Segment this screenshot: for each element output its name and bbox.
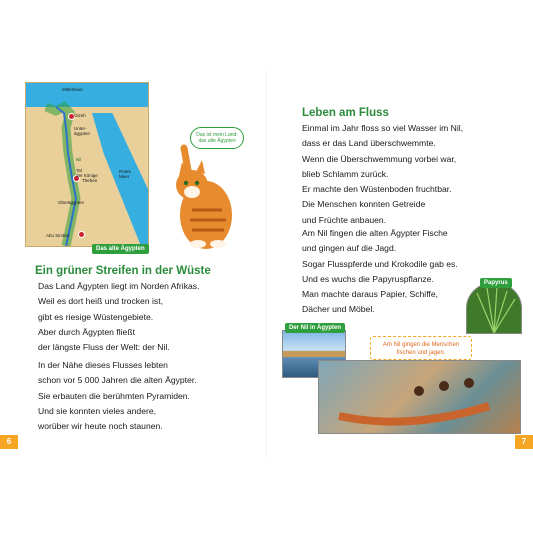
caption-text: Am Nil gingen die Menschen fischen und jagen. (382, 342, 460, 356)
tomb-painting (318, 360, 521, 434)
text-line: und gingen auf die Jagd. (302, 243, 397, 254)
map-title-tag: Das alte Ägypten (92, 244, 149, 254)
painting-figures (319, 361, 520, 433)
page-gutter (266, 70, 267, 458)
text-line: Dächer und Möbel. (302, 304, 375, 315)
page-number-right: 7 (515, 435, 533, 449)
left-paragraph-1 (38, 279, 199, 355)
papyrus-tag: Papyrus (480, 278, 512, 288)
text-line: Am Nil fingen die alten Ägypter Fische (302, 228, 448, 238)
text-line: Das Land Ägypten liegt im Norden Afrikas. (38, 281, 200, 291)
nile-river (26, 83, 148, 246)
cat-illustration (162, 140, 242, 252)
text-line: gibt es riesige Wüstengebiete. (38, 311, 154, 322)
map-label-nile: Nil (76, 157, 82, 162)
text-line: und Früchte anbauen. (302, 214, 387, 225)
riverbank-strip (283, 351, 345, 357)
map-label-upper-egypt: Oberägypten (58, 200, 85, 205)
right-paragraph-1 (302, 121, 463, 228)
map-label-abu-simbel: Abu Simbel (46, 233, 70, 238)
page-number-left: 6 (0, 435, 18, 449)
egypt-map (25, 82, 149, 247)
text-line: Wenn die Überschwemmung vorbei war, (302, 153, 457, 164)
nile-tag: Der Nil in Ägypten (285, 323, 345, 333)
text-line: Weil es dort heiß und trocken ist, (38, 296, 163, 307)
text-line: Und es wuchs die Papyruspflanze. (302, 273, 434, 284)
cat-bubble-text: Das ist mein Land: das alte Ägypten (196, 132, 238, 144)
map-label-giza: Gizeh (74, 113, 86, 118)
text-line: schon vor 5 000 Jahren die alten Ägypter. (38, 375, 197, 386)
text-line: der längste Fluss der Welt: der Nil. (38, 342, 170, 353)
text-line: blieb Schlamm zurück. (302, 168, 389, 179)
left-paragraph-2 (38, 358, 197, 434)
text-line: dass er das Land überschwemmte. (302, 138, 436, 149)
cat-speech-bubble (190, 127, 244, 149)
text-line: Man machte daraus Papier, Schiffe, (302, 289, 438, 300)
text-line: Einmal im Jahr floss so viel Wasser im Nil, (302, 123, 464, 133)
map-label-thebes: Theben (82, 178, 98, 183)
abu-simbel-pin (78, 231, 85, 238)
map-label-sea-north: Mittelmeer (62, 87, 84, 92)
painting-caption (370, 336, 472, 360)
right-heading: Leben am Fluss (302, 107, 389, 119)
map-label-lower-egypt: Unter- ägypten (74, 126, 91, 136)
papyrus-photo (466, 282, 522, 334)
text-line: Sogar Flusspferde und Krokodile gab es. (302, 258, 458, 269)
map-label-red-sea: Rotes Meer (119, 169, 131, 179)
text-line: Er machte den Wüstenboden fruchtbar. (302, 184, 452, 195)
left-heading: Ein grüner Streifen in der Wüste (35, 265, 211, 277)
right-paragraph-2 (302, 226, 458, 318)
papyrus-plant-graphic (467, 283, 521, 333)
text-line: Sie erbauten die berühmten Pyramiden. (38, 390, 190, 401)
text-line: Und sie konnten vieles andere, (38, 405, 157, 416)
text-line: In der Nähe dieses Flusses lebten (38, 360, 168, 370)
text-line: Aber durch Ägypten fließt (38, 326, 135, 337)
text-line: worüber wir heute noch staunen. (38, 421, 163, 432)
text-line: Die Menschen konnten Getreide (302, 199, 426, 210)
map-label-valley: Tal der Könige (76, 168, 98, 178)
